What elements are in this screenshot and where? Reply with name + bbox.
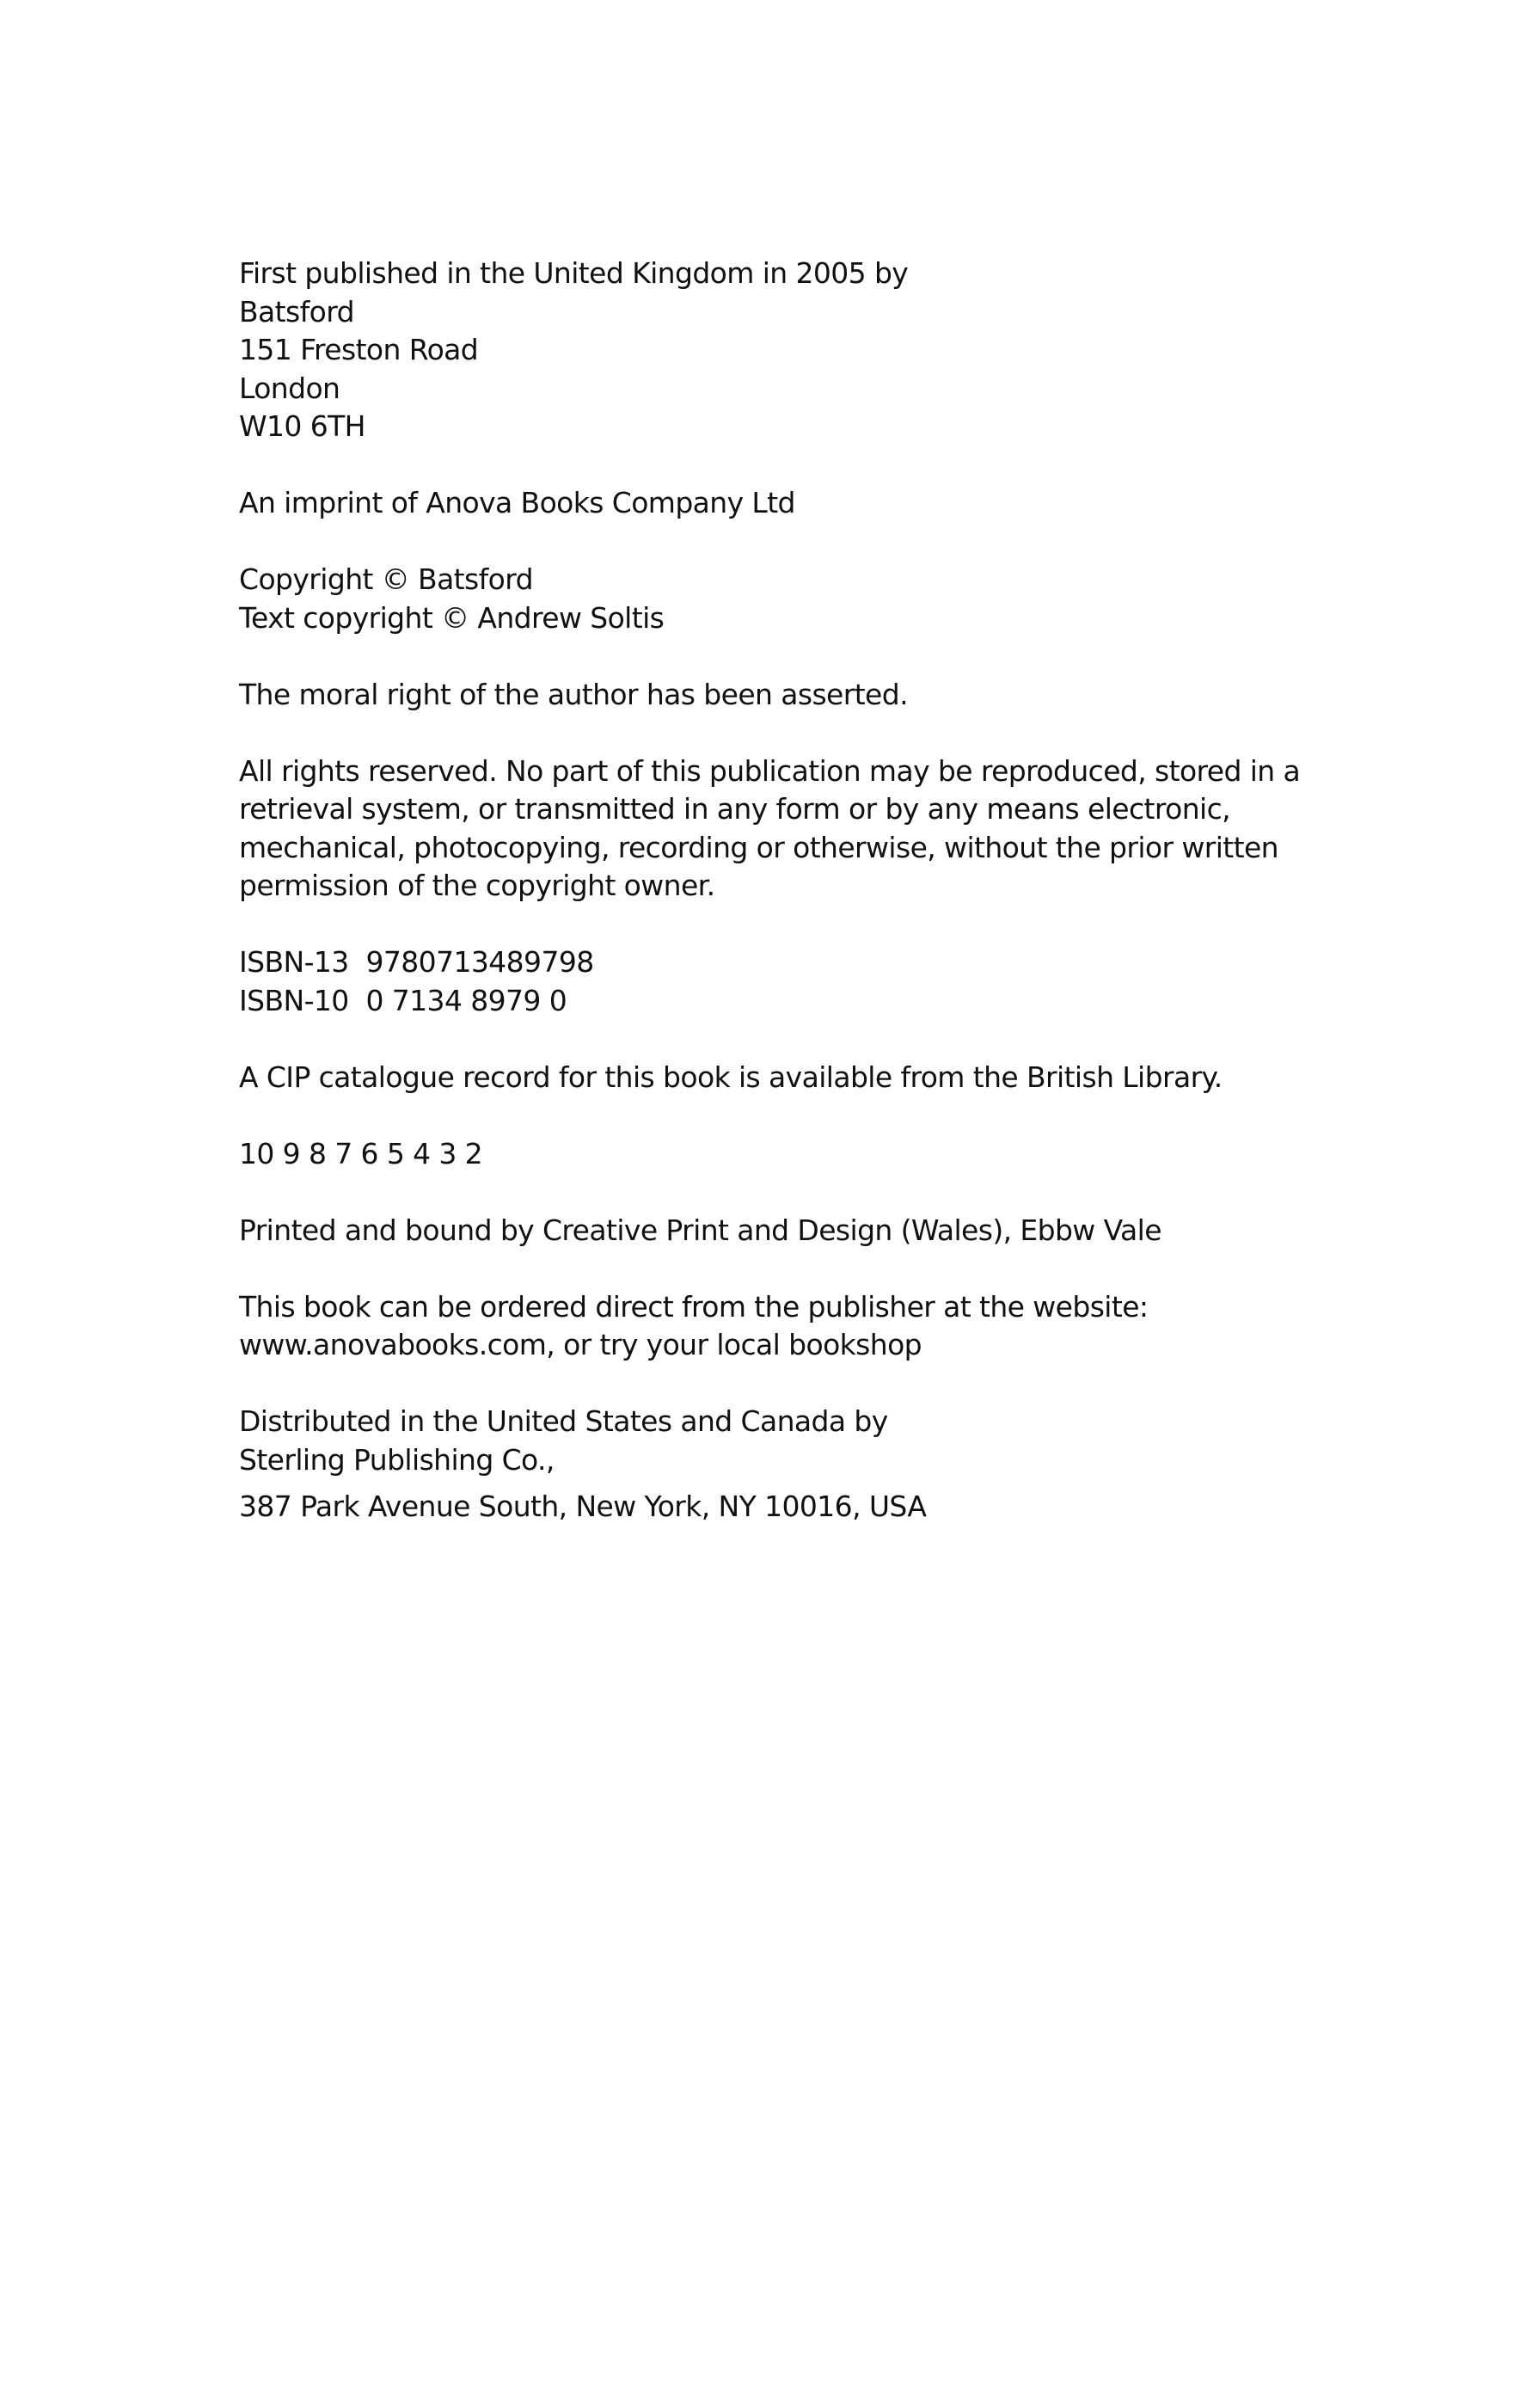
isbn-13-line: ISBN-13 9780713489798 (239, 945, 594, 979)
ordering-line: This book can be ordered direct from the publisher at the website: (239, 1289, 1149, 1324)
publisher-street: 151 Freston Road (239, 333, 479, 366)
isbn-10-line: ISBN-10 0 7134 8979 0 (239, 983, 567, 1017)
distributor-address: 387 Park Avenue South, New York, NY 10016, USA (239, 1490, 927, 1523)
spacer (239, 714, 1357, 752)
rights-reserved-line: permission of the copyright owner. (239, 869, 715, 902)
copyright-line: Copyright © Batsford (239, 562, 533, 596)
spacer (239, 1173, 1357, 1212)
publisher-city: London (239, 371, 340, 405)
rights-reserved-line: mechanical, photocopying, recording or otherwise, without the prior written (239, 830, 1279, 864)
spacer (239, 1365, 1357, 1404)
publication-line: First published in the United Kingdom in 2005 by (239, 256, 909, 290)
spacer (239, 523, 1357, 562)
moral-right-line: The moral right of the author has been asserted. (239, 677, 908, 711)
cip-record-line: A CIP catalogue record for this book is available from the British Library. (239, 1060, 1223, 1094)
imprint-text (239, 255, 1357, 1526)
imprint-line: An imprint of Anova Books Company Ltd (239, 486, 795, 519)
spacer (239, 1020, 1357, 1059)
rights-reserved-line: All rights reserved. No part of this publication may be reproduced, stored in a (239, 753, 1301, 788)
printer-line: Printed and bound by Creative Print and Design (Wales), Ebbw Vale (239, 1213, 1161, 1247)
spacer (239, 446, 1357, 485)
spacer (239, 637, 1357, 676)
ordering-website-line: www.anovabooks.com, or try your local bookshop (239, 1328, 922, 1361)
spacer (239, 906, 1357, 944)
distribution-line: Distributed in the United States and Canada by (239, 1404, 888, 1438)
spacer (239, 1096, 1357, 1135)
spacer (239, 1479, 1357, 1488)
publisher-name: Batsford (239, 294, 354, 329)
rights-reserved-line: retrieval system, or transmitted in any form or by any means electronic, (239, 792, 1231, 826)
text-copyright-line: Text copyright © Andrew Soltis (239, 600, 665, 635)
publisher-postcode: W10 6TH (239, 409, 365, 443)
spacer (239, 1250, 1357, 1288)
print-run-line: 10 9 8 7 6 5 4 3 2 (239, 1136, 483, 1170)
distributor-name: Sterling Publishing Co., (239, 1442, 555, 1477)
